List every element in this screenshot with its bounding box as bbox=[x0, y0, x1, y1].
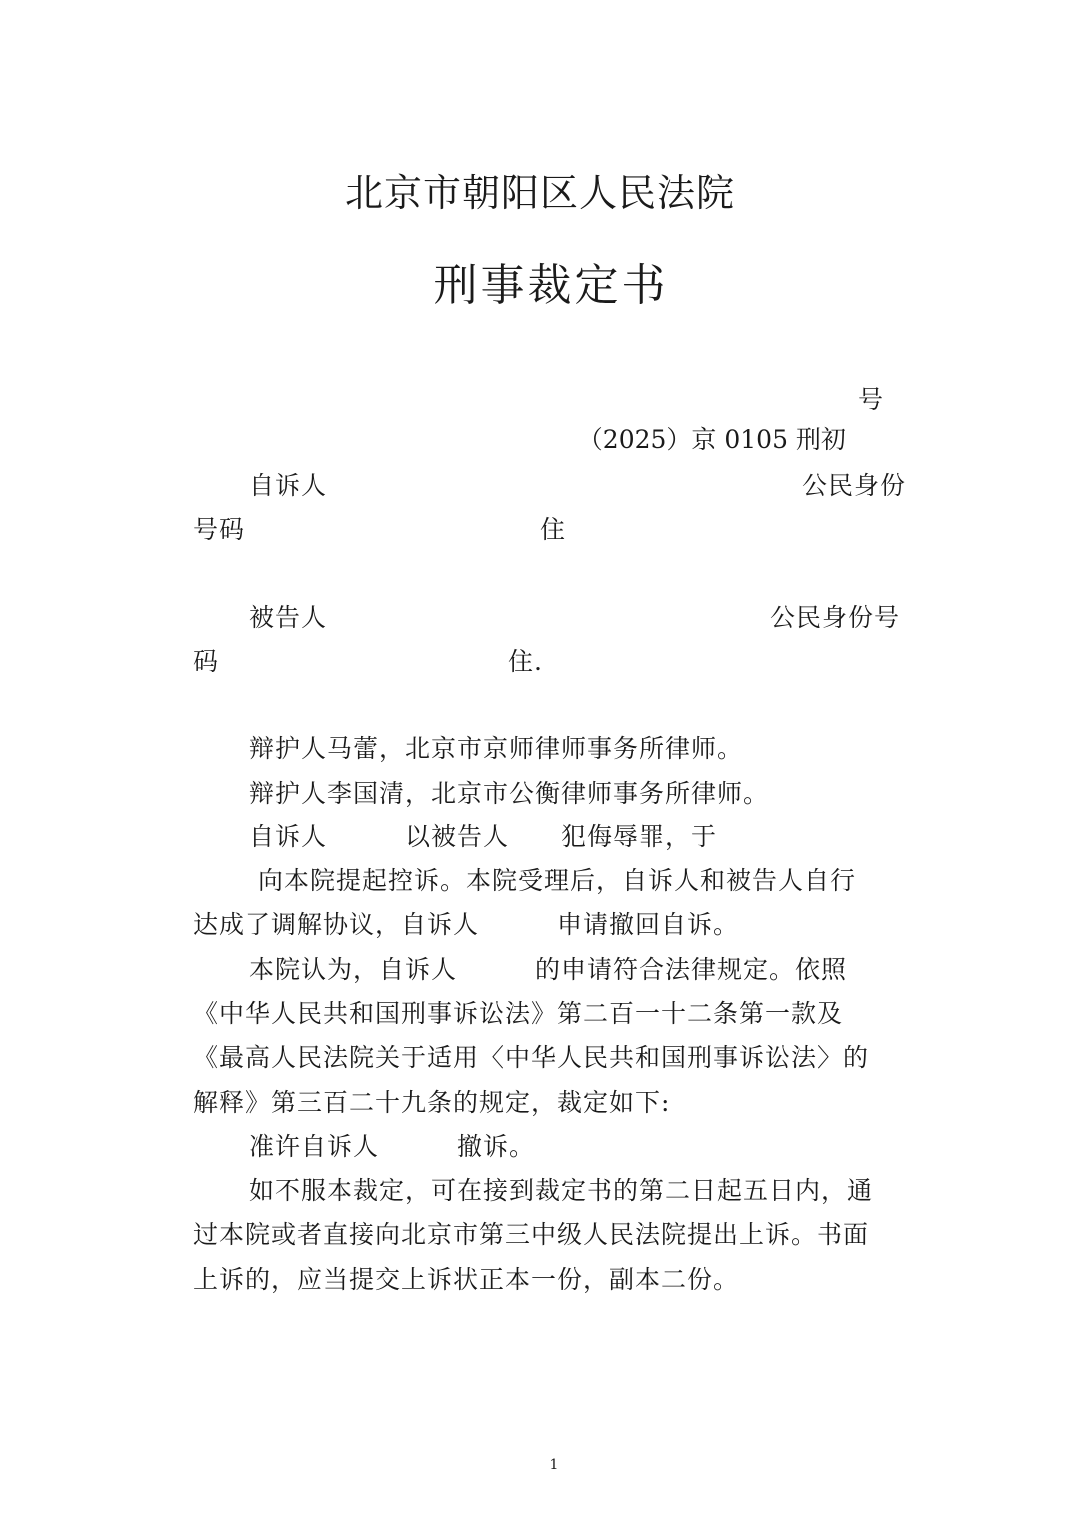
body-line: 辩护人李国清，北京市公衡律师事务所律师。 bbox=[249, 779, 770, 808]
plaintiff-label: 自诉人 bbox=[249, 471, 328, 500]
body-line: 向本院提起控诉。本院受理后，自诉人和被告人自行 bbox=[258, 866, 857, 895]
body-line: 《最高人民法院关于适用〈中华人民共和国刑事诉讼法〉的 bbox=[193, 1043, 870, 1072]
plaintiff-address-label: 住 bbox=[540, 515, 567, 544]
body-line: 过本院或者直接向北京市第三中级人民法院提出上诉。书面 bbox=[193, 1220, 870, 1249]
document-title: 刑事裁定书 bbox=[433, 260, 669, 311]
body-line: 自诉人 以被告人 犯侮辱罪，于 bbox=[249, 822, 718, 851]
defendant-id-label-line1: 公民身份号 bbox=[770, 603, 901, 632]
body-line: 辩护人马蕾，北京市京师律师事务所律师。 bbox=[249, 734, 744, 763]
case-number-prefix: （2025）京 0105 刑初 bbox=[577, 425, 846, 454]
court-name: 北京市朝阳区人民法院 bbox=[344, 171, 735, 215]
defendant-label: 被告人 bbox=[249, 603, 328, 632]
page-number: 1 bbox=[549, 1457, 559, 1473]
body-line: 准许自诉人 撤诉。 bbox=[249, 1132, 536, 1161]
plaintiff-id-label-line2: 号码 bbox=[193, 515, 246, 544]
body-line: 解释》第三百二十九条的规定，裁定如下: bbox=[193, 1088, 671, 1117]
body-line: 达成了调解协议，自诉人 申请撤回自诉。 bbox=[193, 910, 740, 939]
defendant-address-label: 住. bbox=[508, 647, 543, 676]
plaintiff-id-label-line1: 公民身份 bbox=[802, 471, 907, 500]
case-number-suffix: 号 bbox=[858, 385, 884, 414]
body-line: 上诉的，应当提交上诉状正本一份，副本二份。 bbox=[193, 1265, 740, 1294]
body-line: 本院认为，自诉人 的申请符合法律规定。依照 bbox=[249, 955, 848, 984]
body-line: 如不服本裁定，可在接到裁定书的第二日起五日内，通 bbox=[249, 1176, 874, 1205]
body-line: 《中华人民共和国刑事诉讼法》第二百一十二条第一款及 bbox=[193, 999, 844, 1028]
defendant-id-label-line2: 码 bbox=[193, 647, 220, 676]
